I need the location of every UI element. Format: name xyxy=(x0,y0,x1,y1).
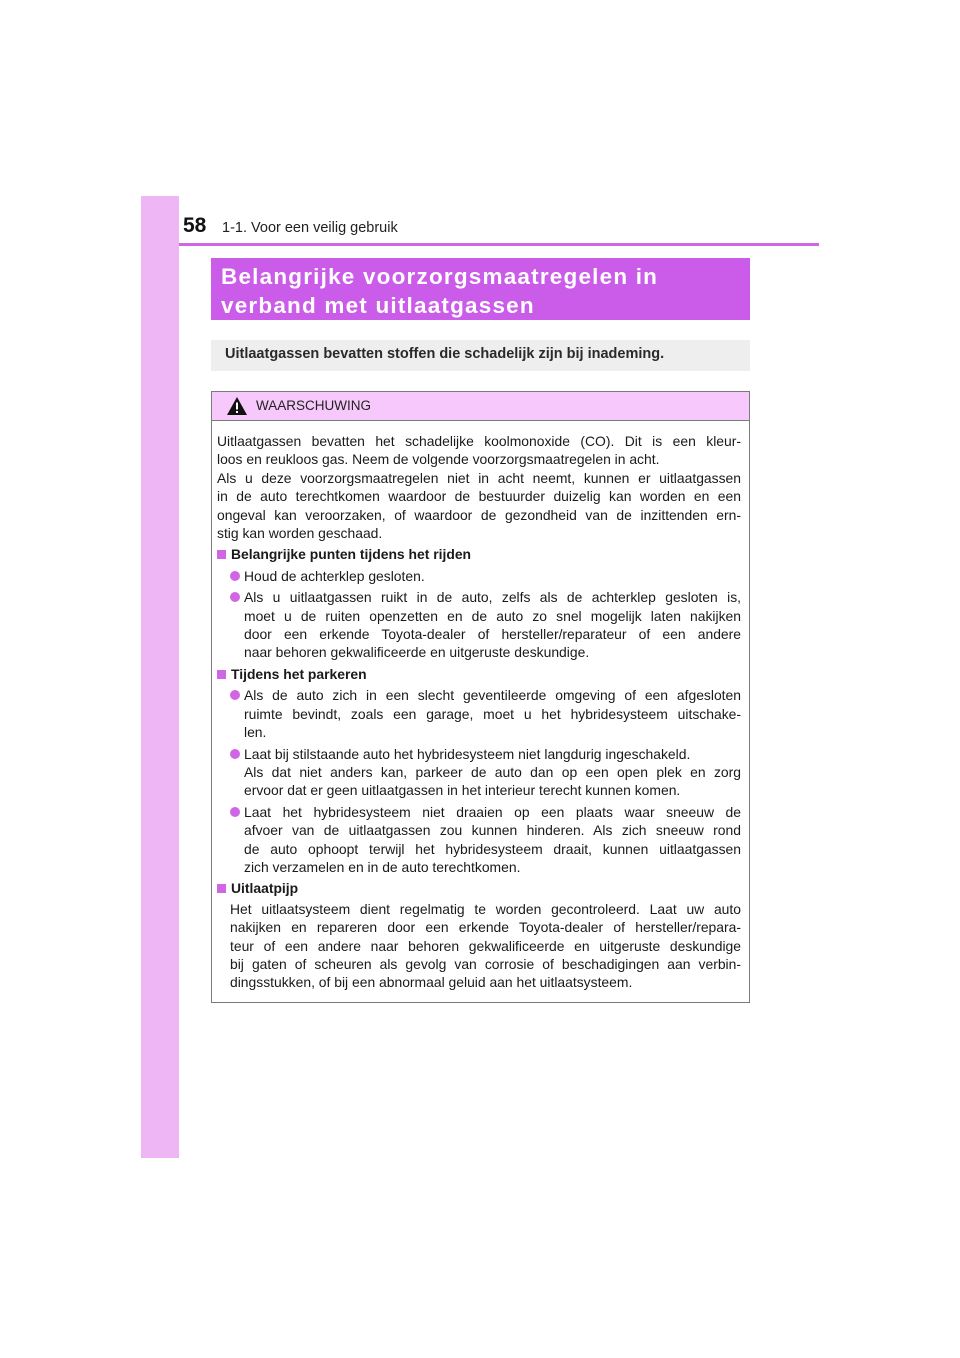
text-line: len. xyxy=(244,724,267,741)
round-bullet-icon xyxy=(230,690,240,700)
side-tab-bar xyxy=(141,196,179,1158)
page-title xyxy=(211,258,750,320)
warning-triangle-icon xyxy=(226,396,248,416)
text-line: naar behoren gekwalificeerde en uitgeruste deskundige. xyxy=(244,644,590,661)
text-line: ruimte bevindt, zoals een garage, moet u het hybridesysteem uitschake- xyxy=(244,705,741,722)
section-heading-text: Uitlaatpijp xyxy=(231,880,299,897)
square-bullet-icon xyxy=(217,884,226,893)
text-line: bij gaten of scheuren als gevolg van corrosie of beschadigingen aan verbin- xyxy=(230,955,741,972)
page-subtitle: Uitlaatgassen bevatten stoffen die schadelijk zijn bij inademing. xyxy=(211,340,750,371)
page-title-line: verband met uitlaatgassen xyxy=(221,293,535,318)
text-line: in de auto terechtkomen waardoor de bestuurder duizelig kan worden en een xyxy=(217,488,741,505)
round-bullet-icon xyxy=(230,749,240,759)
list-item xyxy=(217,588,741,662)
text-line: Als dat niet anders kan, parkeer de auto dan op een open plek en zorg xyxy=(244,763,741,780)
warning-label: WAARSCHUWING xyxy=(256,398,371,413)
text-line: ongeval kan veroorzaken, of waardoor de gezondheid van de inzittenden ern- xyxy=(217,506,741,523)
section-heading-text: Tijdens het parkeren xyxy=(231,665,367,682)
text-line: afvoer van de uitlaatgassen zou kunnen hinderen. Als zich sneeuw rond xyxy=(244,822,741,839)
text-line: stig kan worden geschaad. xyxy=(217,525,383,542)
header-divider xyxy=(179,243,819,246)
round-bullet-icon xyxy=(230,807,240,817)
list-item xyxy=(217,567,741,585)
text-line: door een erkende Toyota-dealer of hersteller/reparateur of een andere xyxy=(244,626,741,643)
round-bullet-icon xyxy=(230,592,240,602)
page-title-line: Belangrijke voorzorgsmaatregelen in xyxy=(221,264,659,289)
text-line: de auto ophoopt terwijl het hybridesysteem draait, kunnen uitlaatgassen xyxy=(244,840,741,857)
text-line: Uitlaatgassen bevatten het schadelijke koolmonoxide (CO). Dit is een kleur- xyxy=(217,433,741,449)
text-line: zich verzamelen en in de auto terechtkomen. xyxy=(244,858,521,875)
square-bullet-icon xyxy=(217,550,226,559)
text-line: Het uitlaatsysteem dient regelmatig te worden gecontroleerd. Laat uw auto xyxy=(230,900,741,917)
text-line: Laat bij stilstaande auto het hybridesysteem niet langdurig ingeschakeld. xyxy=(244,745,691,762)
warning-intro xyxy=(217,432,741,542)
text-line: Als u deze voorzorgsmaatregelen niet in acht neemt, kunnen er uitlaatgassen xyxy=(217,469,741,486)
section-paragraph xyxy=(217,900,741,992)
warning-body xyxy=(211,420,750,1003)
list-item xyxy=(217,803,741,877)
square-bullet-icon xyxy=(217,670,226,679)
warning-header xyxy=(211,391,750,421)
text-line: Houd de achterklep gesloten. xyxy=(244,567,425,584)
section-heading xyxy=(217,545,741,563)
section-heading xyxy=(217,879,741,897)
text-line: Als de auto zich in een slecht geventileerde omgeving of een afgesloten xyxy=(244,687,741,704)
page-number: 58 xyxy=(183,214,207,237)
text-line: Als u uitlaatgassen ruikt in de auto, zelfs als de achterklep gesloten is, xyxy=(244,589,741,606)
text-line: loos en reukloos gas. Neem de volgende voorzorgsmaatregelen in acht. xyxy=(217,451,660,468)
text-line: teur of een andere naar behoren gekwalificeerde en uitgeruste deskundige xyxy=(230,937,741,954)
section-title: 1-1. Voor een veilig gebruik xyxy=(222,220,398,236)
round-bullet-icon xyxy=(230,571,240,581)
text-line: dingsstukken, of bij een abnormaal geluid aan het uitlaatsysteem. xyxy=(230,974,633,991)
list-item xyxy=(217,686,741,741)
list-item xyxy=(217,745,741,800)
section-heading xyxy=(217,665,741,683)
text-line: nakijken en repareren door een erkende Toyota-dealer of hersteller/repara- xyxy=(230,919,741,936)
text-line: Laat het hybridesysteem niet draaien op een plaats waar sneeuw de xyxy=(244,803,741,820)
text-line: moet u de ruiten openzetten en de auto zo snel mogelijk laten nakijken xyxy=(244,607,741,624)
section-heading-text: Belangrijke punten tijdens het rijden xyxy=(231,546,472,563)
text-line: ervoor dat er geen uitlaatgassen in het interieur terecht kunnen komen. xyxy=(244,782,681,799)
